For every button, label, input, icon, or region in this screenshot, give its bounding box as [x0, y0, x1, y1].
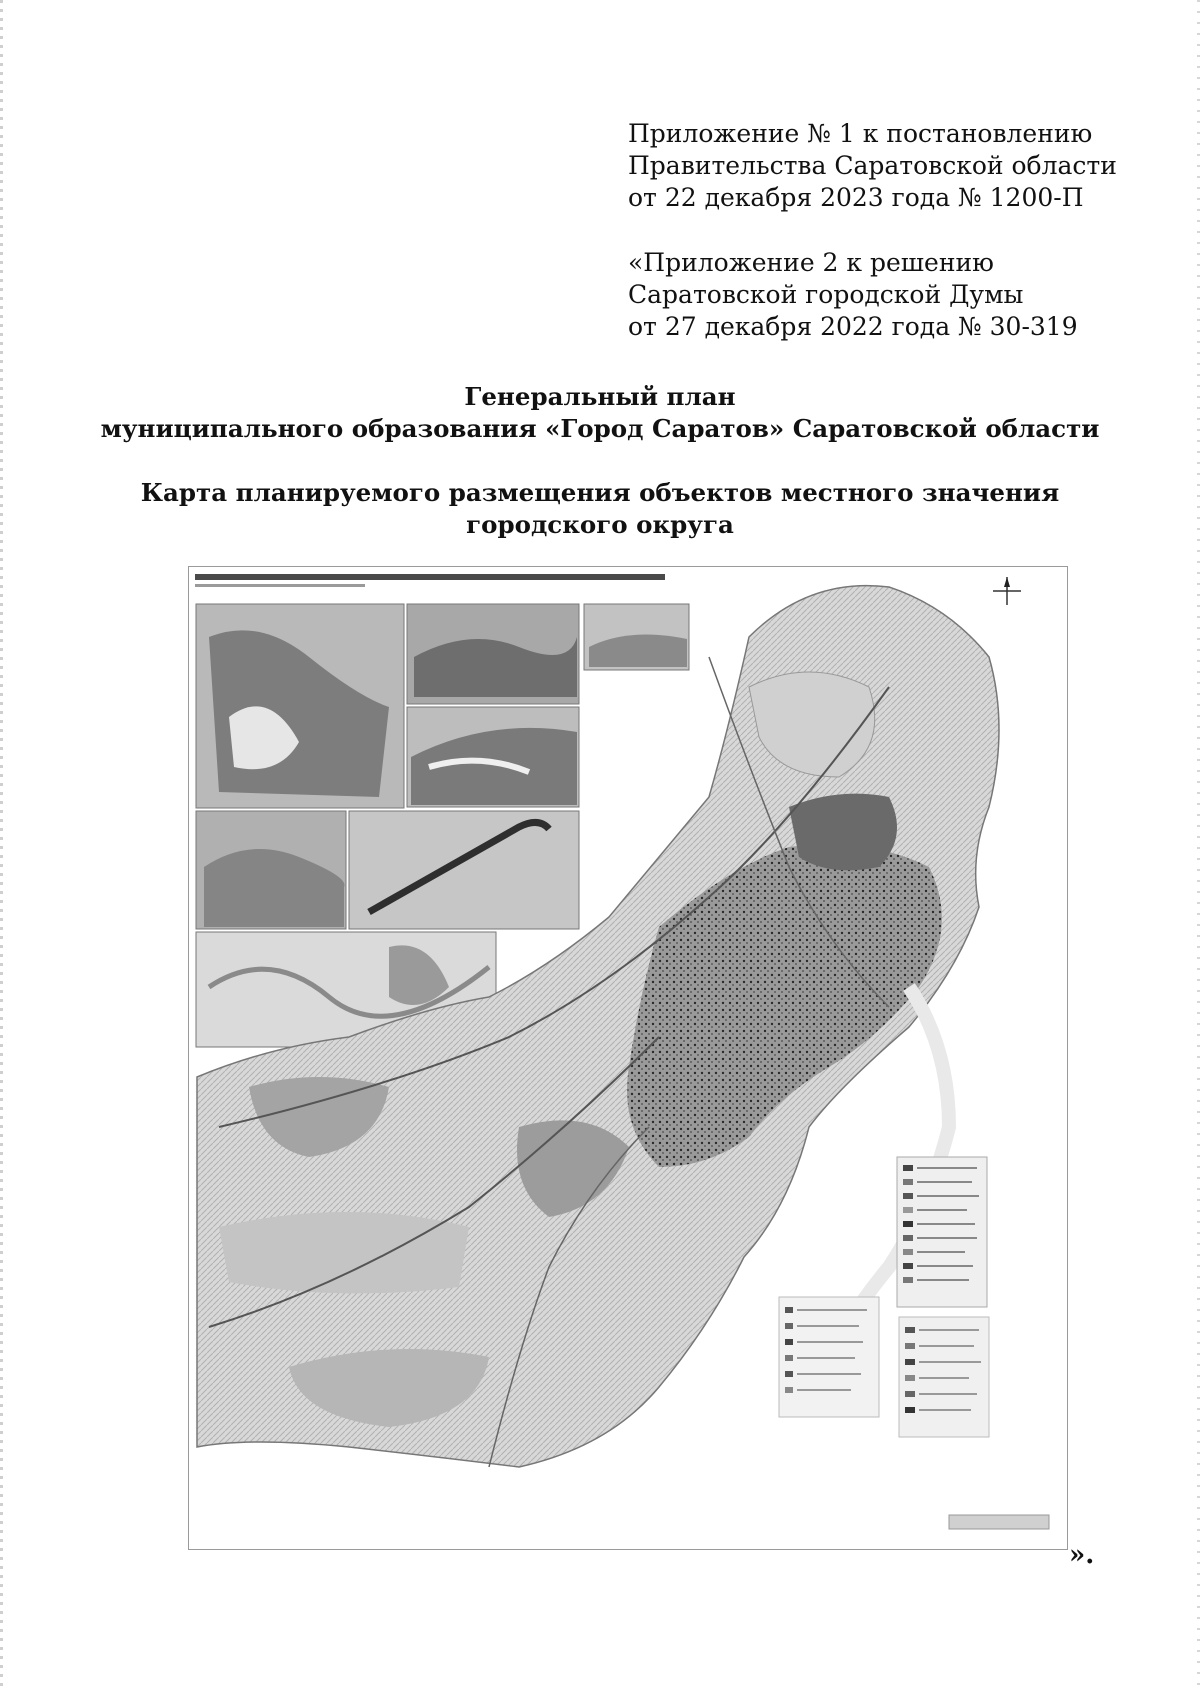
appendix-2-line-3: от 27 декабря 2022 года № 30-319 [628, 312, 1078, 341]
master-plan-map-image [188, 566, 1068, 1550]
map-subheader-text [195, 584, 365, 587]
appendix-1-line-1: Приложение № 1 к постановлению [628, 119, 1093, 148]
map-title-line-1: Карта планируемого размещения объектов местного значения [140, 478, 1060, 507]
map-drawing [189, 567, 1067, 1549]
closing-quote-mark: ». [1069, 1540, 1095, 1570]
appendix-2-line-2: Саратовской городской Думы [628, 280, 1024, 309]
appendix-1-line-3: от 22 декабря 2023 года № 1200-П [628, 183, 1084, 212]
scan-edge-left [0, 0, 3, 1686]
map-legend [779, 1157, 1049, 1529]
document-title-line-1: Генеральный план [464, 382, 736, 411]
appendix-2-header [628, 247, 1148, 343]
map-title [0, 477, 1200, 541]
appendix-1-header [628, 118, 1148, 214]
document-title [0, 381, 1200, 445]
appendix-1-line-2: Правительства Саратовской области [628, 151, 1117, 180]
map-header-text [195, 574, 665, 580]
north-arrow-icon [993, 577, 1021, 605]
document-title-line-2: муниципального образования «Город Саратов» Саратовской области [100, 414, 1100, 443]
map-title-line-2: городского округа [466, 510, 734, 539]
appendix-2-line-1: «Приложение 2 к решению [628, 248, 994, 277]
